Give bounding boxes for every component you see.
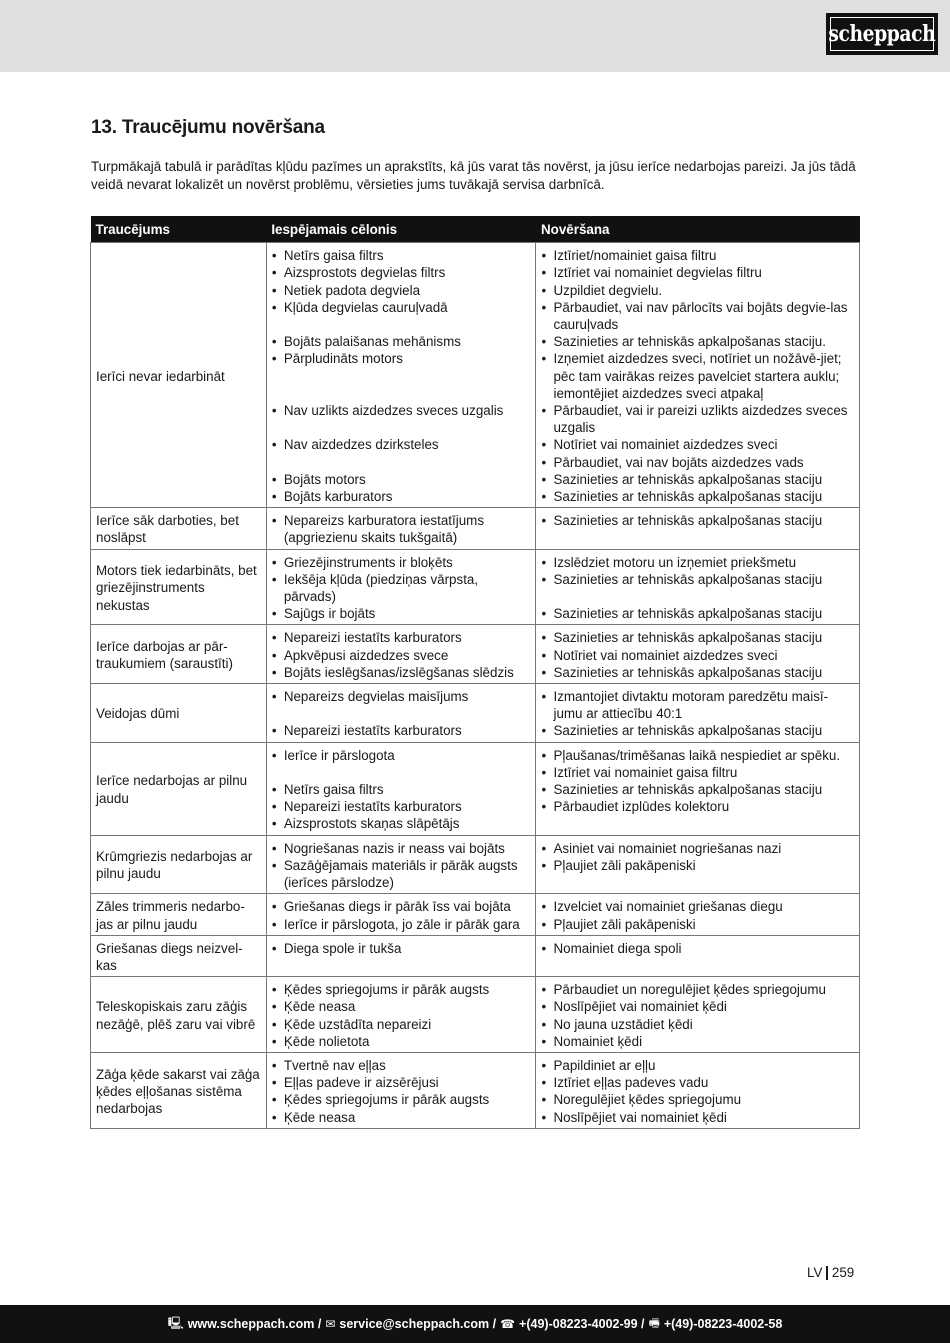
remedy-item: • Iztīriet/nomainiet gaisa filtru: [540, 247, 855, 264]
cause-item: • Nogriešanas nazis ir neass vai bojāts: [271, 840, 532, 857]
cause-item: • Bojāts motors: [271, 471, 532, 488]
header-fault: Traucējums: [91, 216, 267, 243]
cause-item: [271, 705, 532, 722]
table-header-row: [91, 216, 860, 243]
cause-item: • Ierīce ir pārslogota, jo zāle ir pārāk gara: [271, 916, 532, 933]
cause-cell: [266, 243, 536, 508]
table-row: [91, 549, 860, 625]
footer-email[interactable]: service@scheppach.com /: [339, 1317, 497, 1331]
page-number-value: 259: [831, 1265, 855, 1280]
remedy-item: • Pārbaudiet un noregulējiet ķēdes spriegojumu: [540, 981, 855, 998]
remedy-list: [540, 629, 855, 681]
remedy-cell: [536, 684, 860, 743]
remedy-list: [540, 554, 855, 623]
cause-item: • Pārpludināts motors: [271, 350, 532, 367]
page-separator: [826, 1266, 828, 1280]
cause-cell: [266, 549, 536, 625]
table-row: [91, 1052, 860, 1128]
scheppach-logo: [826, 13, 938, 55]
fault-cell: Ierīce darbojas ar pār-traukumiem (saraustīti): [91, 625, 267, 684]
table-row: [91, 894, 860, 935]
cause-item: [271, 454, 532, 471]
fault-cell: Ierīce sāk darboties, bet noslāpst: [91, 508, 267, 549]
cause-item: • Griešanas diegs ir pārāk īss vai bojāta: [271, 898, 532, 915]
cause-item: • Ķēde uzstādīta nepareizi: [271, 1016, 532, 1033]
remedy-list: [540, 512, 855, 529]
header-band: [0, 0, 950, 72]
cause-cell: [266, 742, 536, 835]
remedy-item: [540, 588, 855, 605]
remedy-item: • Sazinieties ar tehniskās apkalpošanas staciju: [540, 629, 855, 646]
fault-cell: Ierīce nedarbojas ar pilnu jaudu: [91, 742, 267, 835]
remedy-item: • No jauna uzstādiet ķēdi: [540, 1016, 855, 1033]
page-language: LV: [807, 1265, 823, 1280]
cause-item: [271, 764, 532, 781]
cause-item: • Diega spole ir tukša: [271, 940, 532, 957]
table-row: [91, 625, 860, 684]
table-row: [91, 835, 860, 894]
cause-list: [271, 688, 532, 740]
cause-item: • Nepareizi iestatīts karburators: [271, 722, 532, 739]
cause-item: • Nav aizdedzes dzirksteles: [271, 436, 532, 453]
table-body: [91, 243, 860, 1129]
remedy-item: • Sazinieties ar tehniskās apkalpošanas staciju: [540, 722, 855, 739]
cause-cell: [266, 977, 536, 1053]
remedy-item: • Iztīriet vai nomainiet gaisa filtru: [540, 764, 855, 781]
fax-icon: 🖷: [648, 1315, 660, 1330]
remedy-list: [540, 688, 855, 740]
header-remedy: Novēršana: [536, 216, 860, 243]
cause-item: • Bojāts ieslēgšanas/izslēgšanas slēdzis: [271, 664, 532, 681]
remedy-item: • Asiniet vai nomainiet nogriešanas nazi: [540, 840, 855, 857]
remedy-item: • Uzpildiet degvielu.: [540, 282, 855, 299]
remedy-list: [540, 898, 855, 932]
cause-item: [271, 368, 532, 385]
cause-item: • Ķēde nolietota: [271, 1033, 532, 1050]
remedy-item: • Sazinieties ar tehniskās apkalpošanas staciju: [540, 781, 855, 798]
cause-item: • Ķēde neasa: [271, 1109, 532, 1126]
remedy-item: • Sazinieties ar tehniskās apkalpošanas staciju: [540, 512, 855, 529]
cause-item: • Ierīce ir pārslogota: [271, 747, 532, 764]
remedy-item: • Pārbaudiet, vai nav pārlocīts vai bojāts degvie-las cauruļvads: [540, 299, 855, 333]
remedy-list: [540, 747, 855, 816]
remedy-item: • Izņemiet aizdedzes sveci, notīriet un nožāvē-jiet; pēc tam vairākas reizes pavelciet startera auklu; iemontējiet aizdedzes sveci atpakaļ: [540, 350, 855, 402]
fault-cell: Motors tiek iedarbināts, bet griezējinstruments nekustas: [91, 549, 267, 625]
remedy-item: • Pārbaudiet, vai nav bojāts aizdedzes vads: [540, 454, 855, 471]
table-row: [91, 684, 860, 743]
cause-cell: [266, 684, 536, 743]
cause-list: [271, 747, 532, 833]
fault-cell: Zāles trimmeris nedarbo-jas ar pilnu jaudu: [91, 894, 267, 935]
remedy-cell: [536, 549, 860, 625]
remedy-cell: [536, 894, 860, 935]
remedy-item: • Sazinieties ar tehniskās apkalpošanas staciju: [540, 471, 855, 488]
cause-list: [271, 247, 532, 505]
cause-item: • Nav uzlikts aizdedzes sveces uzgalis: [271, 402, 532, 419]
cause-item: • Netīrs gaisa filtrs: [271, 781, 532, 798]
section-title: 13. Traucējumu novēršana: [91, 117, 325, 138]
footer-phone: +(49)-08223-4002-99 /: [519, 1317, 645, 1331]
cause-item: • Netiek padota degviela: [271, 282, 532, 299]
header-cause: Iespējamais cēlonis: [266, 216, 536, 243]
cause-item: • Griezējinstruments ir bloķēts: [271, 554, 532, 571]
cause-list: [271, 1057, 532, 1126]
cause-list: [271, 940, 532, 957]
cause-item: • Aizsprostots degvielas filtrs: [271, 264, 532, 281]
remedy-item: • Sazinieties ar tehniskās apkalpošanas staciju.: [540, 333, 855, 350]
table-row: [91, 508, 860, 549]
remedy-item: • Noregulējiet ķēdes spriegojumu: [540, 1091, 855, 1108]
remedy-cell: [536, 742, 860, 835]
fault-cell: Zāģa ķēde sakarst vai zāģa ķēdes eļļošanas sistēma nedarbojas: [91, 1052, 267, 1128]
remedy-item: • Pļaujiet zāli pakāpeniski: [540, 916, 855, 933]
cause-item: • Nepareizs degvielas maisījums: [271, 688, 532, 705]
cause-item: • Iekšēja kļūda (piedziņas vārpsta, pārvads): [271, 571, 532, 605]
remedy-cell: [536, 243, 860, 508]
cause-item: • Sajūgs ir bojāts: [271, 605, 532, 622]
remedy-item: • Nomainiet ķēdi: [540, 1033, 855, 1050]
logo-text: scheppach: [828, 21, 936, 47]
cause-item: • Aizsprostots skaņas slāpētājs: [271, 815, 532, 832]
cause-cell: [266, 894, 536, 935]
table-row: [91, 243, 860, 508]
footer-bar: [0, 1305, 950, 1343]
cause-item: • Ķēdes spriegojums ir pārāk augsts: [271, 1091, 532, 1108]
remedy-list: [540, 981, 855, 1050]
remedy-list: [540, 940, 855, 957]
cause-item: • Nepareizi iestatīts karburators: [271, 629, 532, 646]
remedy-cell: [536, 625, 860, 684]
cause-list: [271, 512, 532, 546]
page-number: [807, 1265, 854, 1280]
cause-cell: [266, 1052, 536, 1128]
remedy-item: • Sazinieties ar tehniskās apkalpošanas staciju: [540, 571, 855, 588]
remedy-cell: [536, 508, 860, 549]
cause-list: [271, 554, 532, 623]
fault-cell: Veidojas dūmi: [91, 684, 267, 743]
remedy-list: [540, 840, 855, 874]
troubleshooting-table: [90, 216, 860, 1129]
remedy-item: • Noslīpējiet vai nomainiet ķēdi: [540, 1109, 855, 1126]
remedy-cell: [536, 835, 860, 894]
table-row: [91, 977, 860, 1053]
remedy-cell: [536, 977, 860, 1053]
footer-fax: +(49)-08223-4002-58: [663, 1317, 783, 1331]
remedy-item: • Nomainiet diega spoli: [540, 940, 855, 957]
remedy-list: [540, 247, 855, 505]
fault-cell: Ierīci nevar iedarbināt: [91, 243, 267, 508]
cause-item: • Apkvēpusi aizdedzes svece: [271, 647, 532, 664]
computer-icon: 🖳: [167, 1315, 184, 1330]
remedy-item: • Iztīriet eļļas padeves vadu: [540, 1074, 855, 1091]
cause-list: [271, 981, 532, 1050]
remedy-item: • Papildiniet ar eļļu: [540, 1057, 855, 1074]
table-row: [91, 742, 860, 835]
cause-item: • Bojāts palaišanas mehānisms: [271, 333, 532, 350]
cause-item: • Bojāts karburators: [271, 488, 532, 505]
cause-cell: [266, 835, 536, 894]
remedy-item: • Pārbaudiet izplūdes kolektoru: [540, 798, 855, 815]
remedy-item: • Izmantojiet divtaktu motoram paredzētu maisī-jumu ar attiecību 40:1: [540, 688, 855, 722]
footer-website[interactable]: www.scheppach.com /: [187, 1317, 322, 1331]
remedy-item: • Sazinieties ar tehniskās apkalpošanas staciju: [540, 488, 855, 505]
cause-item: • Sazāģējamais materiāls ir pārāk augsts (ierīces pārslodze): [271, 857, 532, 891]
table-row: [91, 935, 860, 976]
intro-paragraph: Turpmākajā tabulā ir parādītas kļūdu pazīmes un aprakstīts, kā jūs varat tās novērst, ja jūsu ierīce nedarbojas pareizi. Ja jūs tādā veidā nevarat lokalizēt un novērst problēmu, vērsieties jums tuvākajā servisa darbnīcā.: [91, 159, 856, 192]
cause-item: [271, 419, 532, 436]
cause-item: • Nepareizi iestatīts karburators: [271, 798, 532, 815]
phone-icon: ☎: [500, 1317, 516, 1331]
cause-item: • Ķēde neasa: [271, 998, 532, 1015]
cause-item: • Netīrs gaisa filtrs: [271, 247, 532, 264]
fault-cell: Griešanas diegs neizvel-kas: [91, 935, 267, 976]
remedy-item: • Izslēdziet motoru un izņemiet priekšmetu: [540, 554, 855, 571]
fault-cell: Teleskopiskais zaru zāģis nezāģē, plēš zaru vai vibrē: [91, 977, 267, 1053]
cause-list: [271, 629, 532, 681]
cause-item: • Tvertnē nav eļļas: [271, 1057, 532, 1074]
cause-cell: [266, 508, 536, 549]
remedy-list: [540, 1057, 855, 1126]
remedy-item: • Sazinieties ar tehniskās apkalpošanas staciju: [540, 664, 855, 681]
remedy-item: • Izvelciet vai nomainiet griešanas diegu: [540, 898, 855, 915]
cause-item: • Kļūda degvielas cauruļvadā: [271, 299, 532, 316]
remedy-item: • Sazinieties ar tehniskās apkalpošanas staciju: [540, 605, 855, 622]
cause-item: • Nepareizs karburatora iestatījums (apgriezienu skaits tukšgaitā): [271, 512, 532, 546]
cause-item: [271, 385, 532, 402]
cause-cell: [266, 935, 536, 976]
cause-list: [271, 898, 532, 932]
remedy-item: • Pārbaudiet, vai ir pareizi uzlikts aizdedzes sveces uzgalis: [540, 402, 855, 436]
cause-item: • Ķēdes spriegojums ir pārāk augsts: [271, 981, 532, 998]
remedy-item: • Pļaušanas/trimēšanas laikā nespiediet ar spēku.: [540, 747, 855, 764]
cause-item: [271, 316, 532, 333]
cause-list: [271, 840, 532, 892]
remedy-cell: [536, 1052, 860, 1128]
fault-cell: Krūmgriezis nedarbojas ar pilnu jaudu: [91, 835, 267, 894]
remedy-item: • Iztīriet vai nomainiet degvielas filtru: [540, 264, 855, 281]
remedy-item: • Notīriet vai nomainiet aizdedzes sveci: [540, 436, 855, 453]
remedy-cell: [536, 935, 860, 976]
cause-item: • Eļļas padeve ir aizsērējusi: [271, 1074, 532, 1091]
mail-icon: ✉: [325, 1317, 336, 1331]
remedy-item: • Noslīpējiet vai nomainiet ķēdi: [540, 998, 855, 1015]
remedy-item: • Notīriet vai nomainiet aizdedzes sveci: [540, 647, 855, 664]
remedy-item: • Pļaujiet zāli pakāpeniski: [540, 857, 855, 874]
cause-cell: [266, 625, 536, 684]
